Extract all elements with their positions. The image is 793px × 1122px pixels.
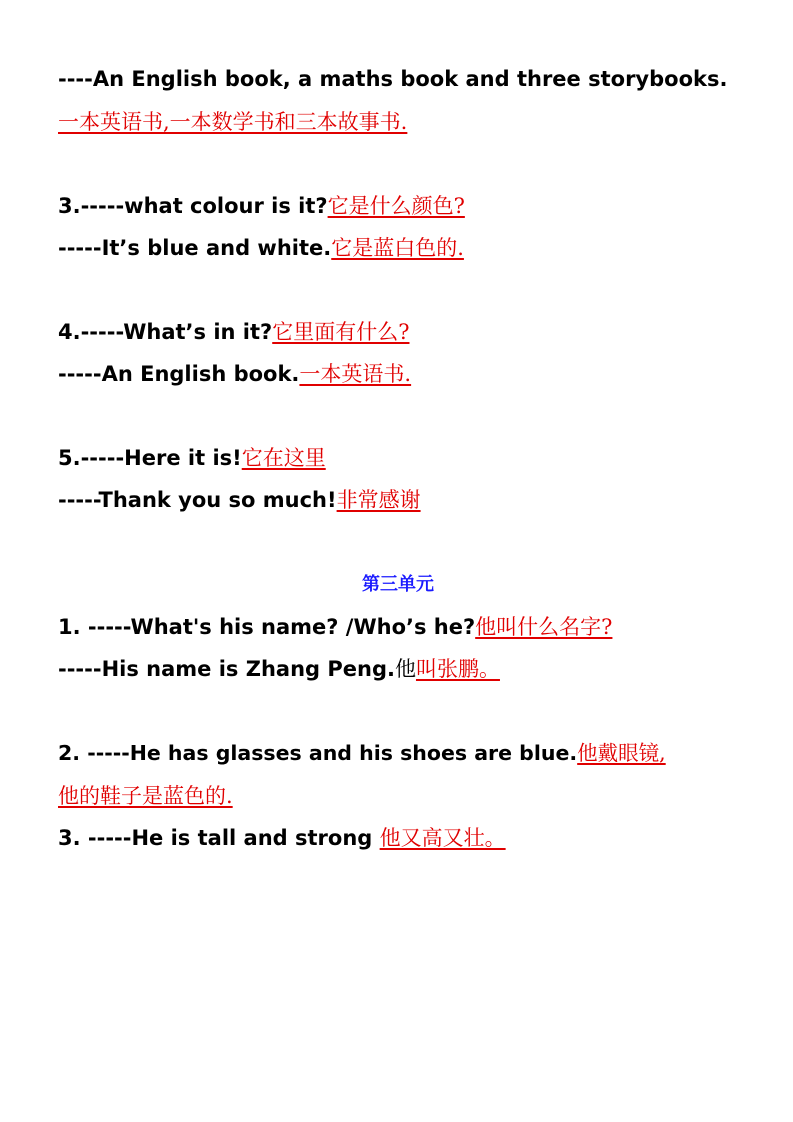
english-text: 2. -----He has glasses and his shoes are blue. [58,741,578,765]
english-text: ----An English book, a maths book and three storybooks. [58,67,728,91]
chinese-translation: 它在这里 [241,446,326,470]
chinese-translation: 非常感谢 [336,488,421,512]
line-u3-q1-question [58,612,612,642]
line-q3-question [58,191,465,221]
english-text: -----It’s blue and white. [58,236,332,260]
line-q5-answer [58,485,421,515]
line-q3-answer [58,233,464,263]
english-text: -----An English book. [58,362,300,386]
english-text: 4.-----What’s in it? [58,320,273,344]
line-u3-q1-answer [58,654,500,684]
english-text: -----His name is Zhang Peng. [58,657,395,681]
line-q4-question [58,317,409,347]
english-text: 5.-----Here it is! [58,446,242,470]
chinese-translation: 他叫什么名字? [475,615,613,639]
chinese-translation: 他戴眼镜, [577,741,666,765]
english-text: 1. -----What's his name? /Who’s he? [58,615,476,639]
line-q5-question [58,443,326,473]
chinese-translation: 一本英语书,一本数学书和三本故事书. [58,110,408,134]
chinese-translation: 他的鞋子是蓝色的. [58,784,233,808]
english-text: -----Thank you so much! [58,488,337,512]
line-u3-q2 [58,738,666,768]
line-u3-q2-translation [58,781,233,811]
chinese-translation: 它里面有什么? [272,320,410,344]
chinese-translation: 他又高又壮。 [379,826,506,850]
chinese-translation: 它是蓝白色的. [331,236,464,260]
chinese-translation: 一本英语书. [299,362,412,386]
unit-heading: 第三单元 [362,574,434,595]
line-q4-answer [58,359,411,389]
chinese-text: 他 [394,657,416,681]
chinese-translation: 叫张鹏。 [415,657,500,681]
english-text: 3. -----He is tall and strong [58,826,380,850]
line-answer-storybooks [58,64,727,94]
english-text: 3.-----what colour is it? [58,194,328,218]
line-answer-storybooks-translation [58,107,407,137]
chinese-translation: 它是什么颜色? [327,194,465,218]
line-u3-q3 [58,823,506,853]
